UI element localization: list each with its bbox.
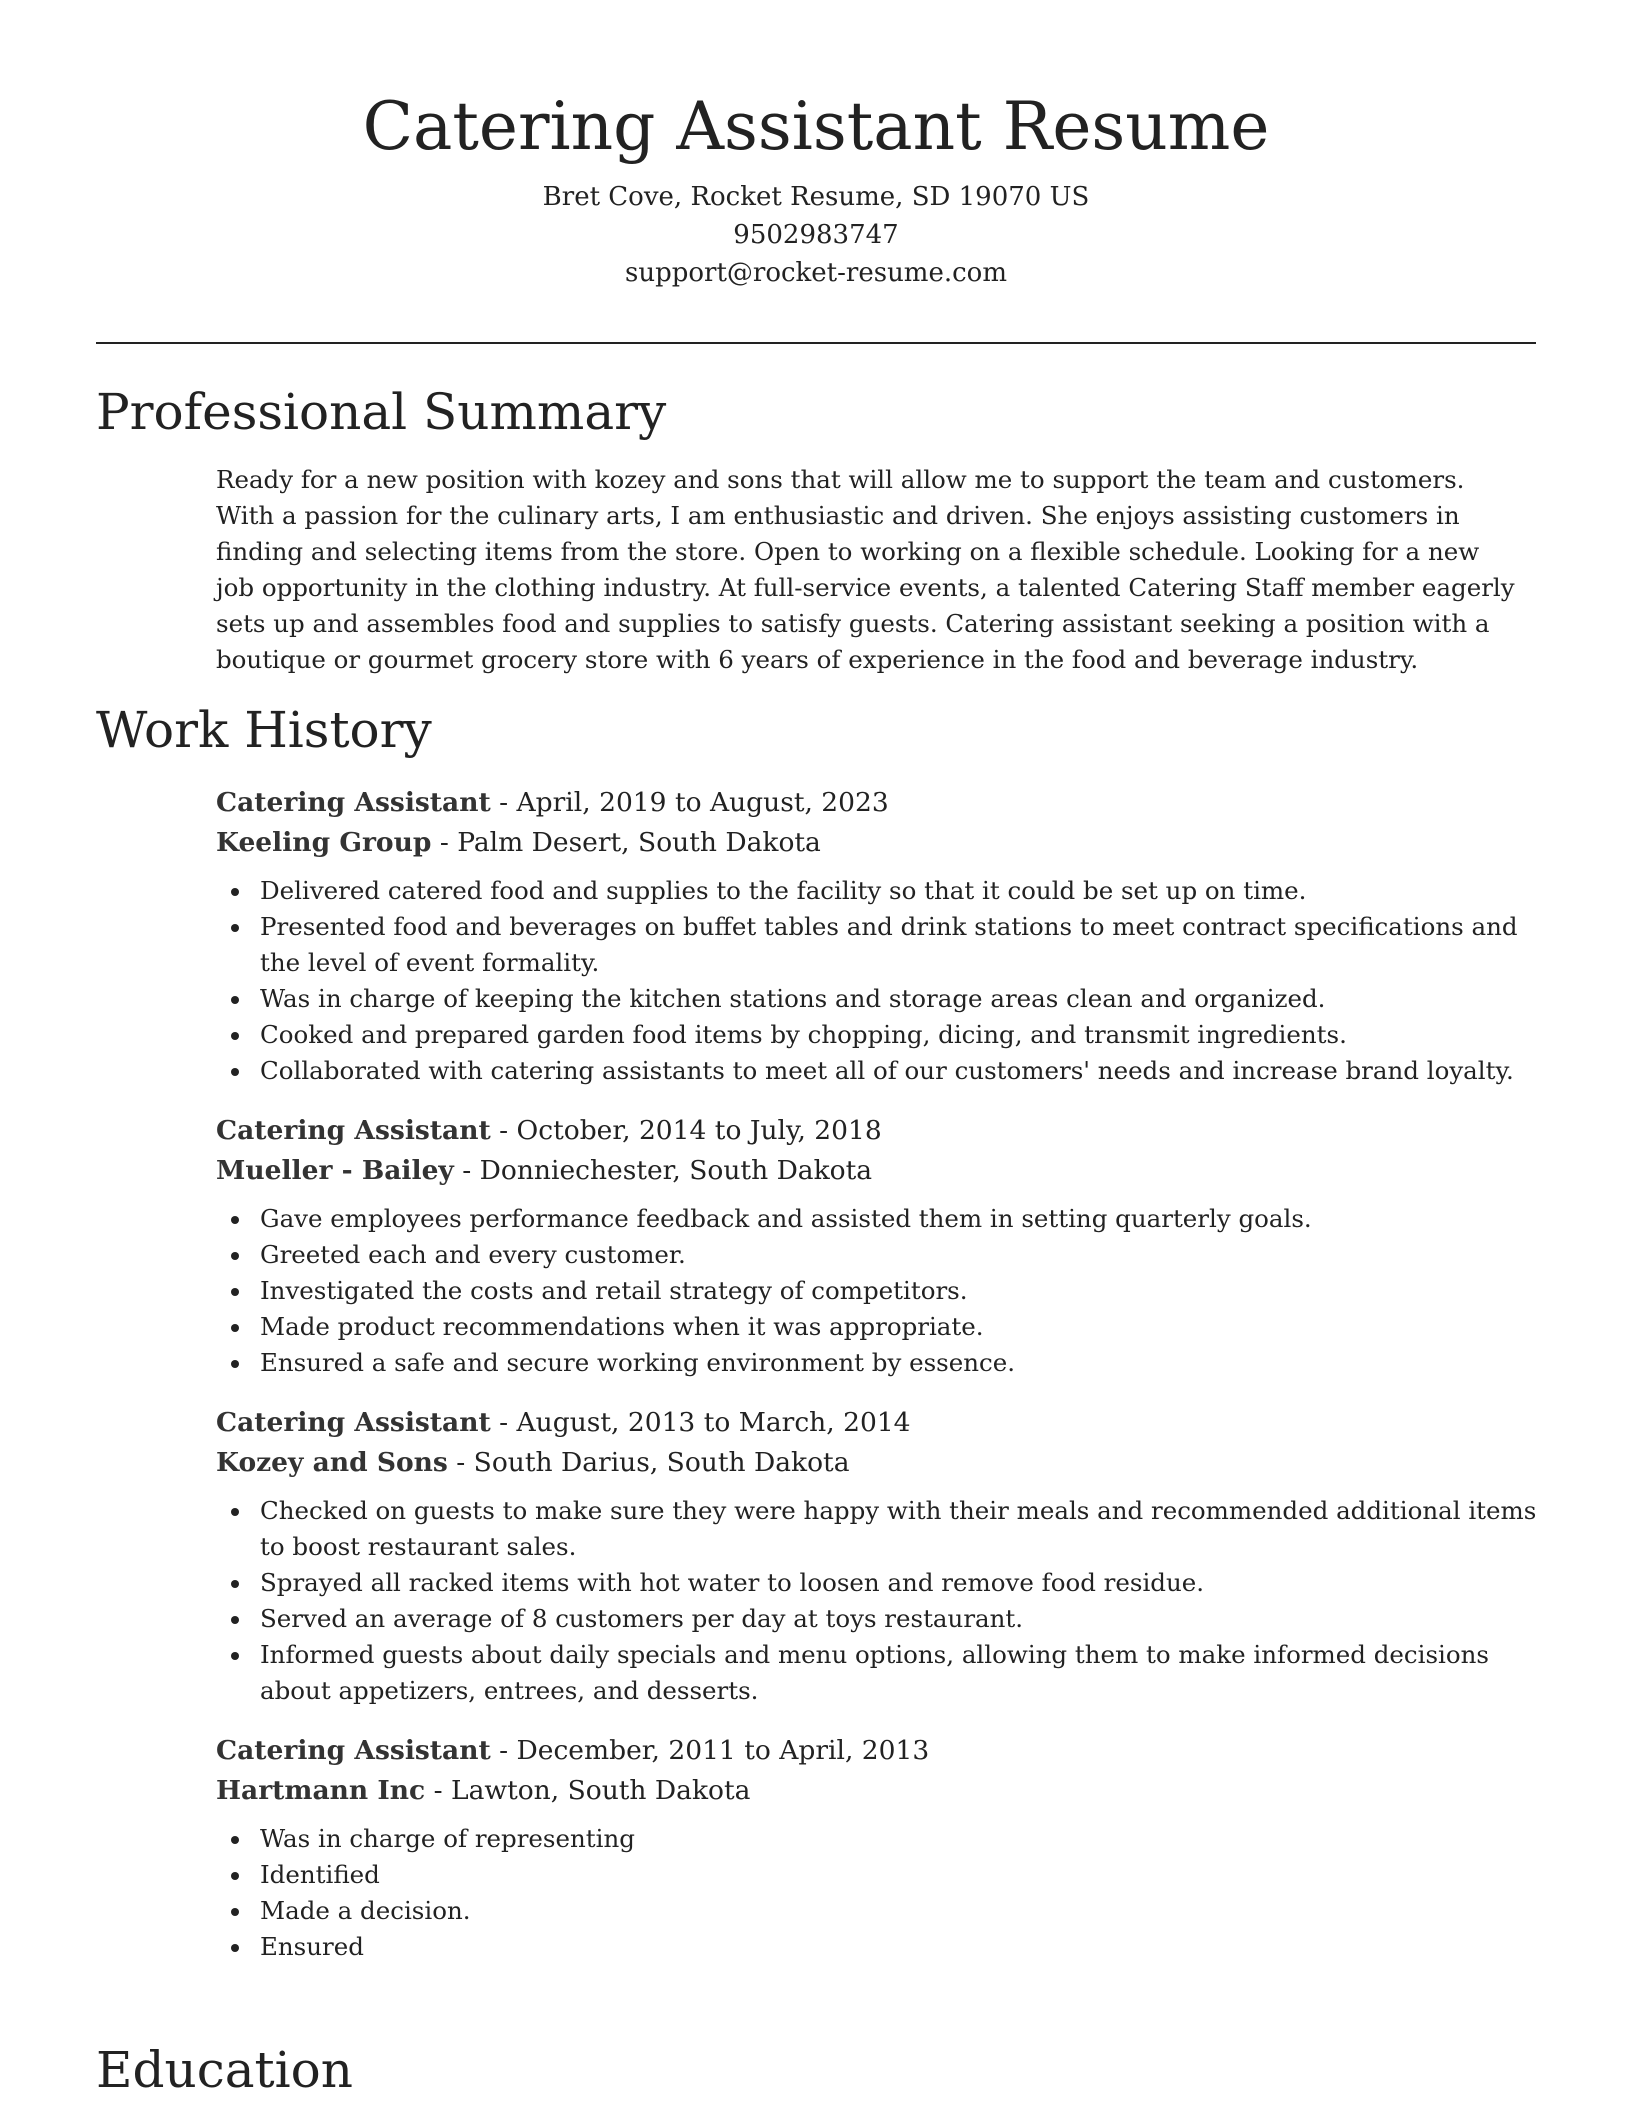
job-location: - South Darius, South Dakota [447,1447,850,1478]
job-company-line [216,823,1546,863]
bullet-dot-icon [231,1216,239,1224]
job-title: Catering Assistant [216,1407,491,1438]
job-title: Catering Assistant [216,1115,491,1146]
job-company: Keeling Group [216,827,432,858]
bullet-dot-icon [231,1908,239,1916]
job-title: Catering Assistant [216,787,491,818]
job-title-line [216,783,1546,823]
job-location: - Donniechester, South Dakota [453,1155,873,1186]
job-entry [216,783,1546,1089]
job-bullets [216,1493,1546,1709]
bullet-dot-icon [231,1616,239,1624]
summary-text: Ready for a new position with kozey and sons that will allow me to support the team and customers. With a passion for the culinary arts, I am enthusiastic and driven. She enjoys assisting customers in finding and selecting items from the store. Open to working on a flexible schedule. Looking for a new job opportunity in the clothing industry. At full-service events, a talented Catering Staff member eagerly sets up and assembles food and supplies to satisfy guests. Catering assistant seeking a position with a boutique or gourmet grocery store with 6 years of experience in the food and beverage industry. [216,465,1515,674]
job-title: Catering Assistant [216,1735,491,1766]
job-bullet: Made product recommendations when it was appropriate. [260,1309,1546,1345]
job-bullet: Informed guests about daily specials and menu options, allowing them to make informed decisions about appetizers, entrees, and desserts. [260,1637,1546,1709]
job-company: Kozey and Sons [216,1447,448,1478]
job-bullets [216,1821,1546,1965]
job-bullet: Gave employees performance feedback and assisted them in setting quarterly goals. [260,1201,1546,1237]
job-location: - Palm Desert, South Dakota [431,827,821,858]
job-title-line [216,1731,1546,1771]
bullet-dot-icon [231,924,239,932]
job-bullet: Was in charge of keeping the kitchen stations and storage areas clean and organized. [260,981,1546,1017]
job-entry [216,1403,1546,1709]
job-bullet: Delivered catered food and supplies to the facility so that it could be set up on time. [260,873,1546,909]
job-bullet: Greeted each and every customer. [260,1237,1546,1273]
job-bullet: Checked on guests to make sure they were happy with their meals and recommended additional items to boost restaurant sales. [260,1493,1546,1565]
bullet-dot-icon [231,1944,239,1952]
contact-phone: 9502983747 [733,220,899,250]
bullet-dot-icon [231,1032,239,1040]
job-entry [216,1111,1546,1381]
job-company-line [216,1443,1546,1483]
job-bullet: Collaborated with catering assistants to meet all of our customers' needs and increase brand loyalty. [260,1053,1546,1089]
summary-heading: Professional Summary [96,383,667,441]
job-dates: - December, 2011 to April, 2013 [490,1735,930,1766]
header-divider [96,342,1536,344]
bullet-dot-icon [231,888,239,896]
bullet-dot-icon [231,1652,239,1660]
bullet-dot-icon [231,1836,239,1844]
job-bullet: Cooked and prepared garden food items by chopping, dicing, and transmit ingredients. [260,1017,1546,1053]
resume-title: Catering Assistant Resume [362,88,1270,165]
contact-email: support@rocket-resume.com [624,258,1007,288]
bullet-dot-icon [231,1324,239,1332]
job-bullet: Served an average of 8 customers per day at toys restaurant. [260,1601,1546,1637]
bullet-dot-icon [231,1252,239,1260]
job-title-line [216,1111,1546,1151]
job-entry [216,1731,1546,1965]
job-bullet: Investigated the costs and retail strategy of competitors. [260,1273,1546,1309]
bullet-dot-icon [231,1360,239,1368]
job-company-line [216,1151,1546,1191]
job-bullet: Was in charge of representing [260,1821,1546,1857]
bullet-dot-icon [231,996,239,1004]
job-bullet: Identified [260,1857,1546,1893]
work-history-heading: Work History [96,701,432,759]
job-dates: - August, 2013 to March, 2014 [490,1407,911,1438]
job-bullet: Ensured [260,1929,1546,1965]
job-bullets [216,873,1546,1089]
job-location: - Lawton, South Dakota [425,1775,751,1806]
job-company: Mueller - Bailey [216,1155,454,1186]
job-bullet: Presented food and beverages on buffet tables and drink stations to meet contract specifications and the level of event formality. [260,909,1546,981]
job-title-line [216,1403,1546,1443]
contact-address: Bret Cove, Rocket Resume, SD 19070 US [542,182,1090,212]
job-dates: - October, 2014 to July, 2018 [490,1115,882,1146]
work-history-list [216,783,1546,1987]
job-bullets [216,1201,1546,1381]
bullet-dot-icon [231,1580,239,1588]
job-company: Hartmann Inc [216,1775,426,1806]
bullet-dot-icon [231,1288,239,1296]
job-dates: - April, 2019 to August, 2023 [490,787,889,818]
bullet-dot-icon [231,1068,239,1076]
job-bullet: Sprayed all racked items with hot water to loosen and remove food residue. [260,1565,1546,1601]
bullet-dot-icon [231,1508,239,1516]
job-bullet: Made a decision. [260,1893,1546,1929]
bullet-dot-icon [231,1872,239,1880]
job-company-line [216,1771,1546,1811]
education-heading: Education [96,2041,353,2099]
job-bullet: Ensured a safe and secure working environment by essence. [260,1345,1546,1381]
contact-block [0,178,1632,292]
resume-header [0,0,1632,292]
